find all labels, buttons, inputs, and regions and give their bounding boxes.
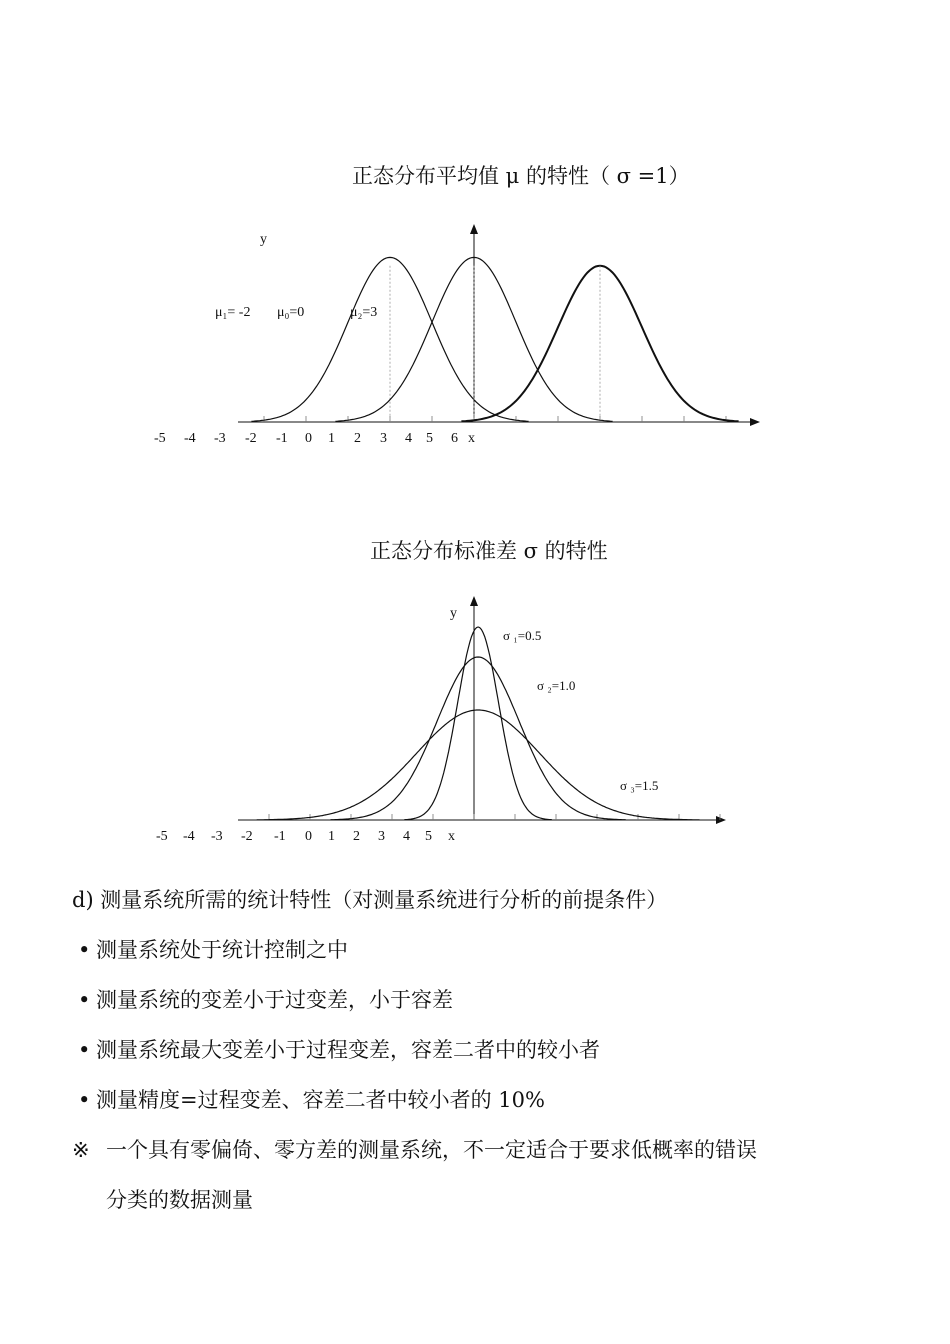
x-tick-label: -3 — [214, 431, 226, 446]
bullet-text: 测量精度=过程变差、容差二者中较小者的 10% — [96, 1088, 545, 1112]
x-tick-label: -5 — [154, 431, 166, 446]
x-tick-label: 4 — [403, 829, 410, 844]
series-label: σ ₂=1.0 — [537, 678, 576, 693]
x-axis-label: x — [448, 829, 455, 844]
x-axis-label: x — [468, 431, 475, 446]
chart2-svg — [0, 590, 950, 850]
x-tick-label: 0 — [305, 829, 312, 844]
reference-mark-icon: ※ — [72, 1138, 90, 1162]
chart1 — [0, 215, 950, 455]
y-axis-arrow-icon — [470, 596, 478, 606]
bullet-dot: • — [78, 988, 91, 1012]
bullet-dot: • — [78, 938, 91, 962]
chart2 — [0, 590, 950, 850]
bullet-item — [78, 984, 453, 1014]
series-curve — [331, 657, 626, 820]
series-label: μ₀=0 — [277, 305, 305, 320]
x-tick-label: -1 — [276, 431, 288, 446]
series-curve — [257, 710, 700, 820]
y-axis-label: y — [450, 606, 457, 621]
bullet-item — [78, 1034, 600, 1064]
x-tick-label: 3 — [378, 829, 385, 844]
chart1-svg — [0, 215, 950, 455]
x-tick-label: 5 — [425, 829, 432, 844]
x-axis-arrow-icon — [750, 418, 760, 426]
x-tick-label: 2 — [353, 829, 360, 844]
x-tick-label: -1 — [274, 829, 286, 844]
x-tick-label: 3 — [380, 431, 387, 446]
x-tick-label: -2 — [241, 829, 253, 844]
series-curve — [404, 627, 552, 820]
x-tick-label: -4 — [184, 431, 196, 446]
y-axis-label: y — [260, 232, 267, 247]
x-tick-label: 1 — [328, 431, 335, 446]
bullet-dot: • — [78, 1088, 91, 1112]
chart2-title: 正态分布标准差 σ 的特性 — [370, 539, 608, 563]
chart1-title: 正态分布平均值 μ 的特性（ σ =1） — [352, 164, 690, 188]
x-tick-label: -2 — [245, 431, 257, 446]
bullet-text: 测量系统最大变差小于过程变差，容差二者中的较小者 — [96, 1038, 600, 1062]
x-tick-label: -5 — [156, 829, 168, 844]
note-line-1: 一个具有零偏倚、零方差的测量系统，不一定适合于要求低概率的错误 — [106, 1138, 757, 1162]
x-tick-label: 6 — [451, 431, 458, 446]
bullet-item — [78, 1084, 545, 1114]
bullet-dot: • — [78, 1038, 91, 1062]
note — [72, 1134, 757, 1164]
x-tick-label: 5 — [426, 431, 433, 446]
series-label: σ ₃=1.5 — [620, 778, 659, 793]
x-tick-label: -4 — [183, 829, 195, 844]
x-tick-label: 0 — [305, 431, 312, 446]
bullet-text: 测量系统处于统计控制之中 — [96, 938, 348, 962]
series-label: σ ₁=0.5 — [503, 628, 542, 643]
bullet-item — [78, 934, 348, 964]
bullet-text: 测量系统的变差小于过变差，小于容差 — [96, 988, 453, 1012]
series-label: μ₂=3 — [350, 305, 378, 320]
x-tick-label: 4 — [405, 431, 412, 446]
x-tick-label: -3 — [211, 829, 223, 844]
y-axis-arrow-icon — [470, 224, 478, 234]
x-tick-label: 2 — [354, 431, 361, 446]
series-label: μ₁= -2 — [215, 305, 251, 320]
x-tick-label: 1 — [328, 829, 335, 844]
note-line-2: 分类的数据测量 — [106, 1188, 253, 1212]
x-axis-arrow-icon — [716, 816, 726, 824]
section-heading: d) 测量系统所需的统计特性（对测量系统进行分析的前提条件） — [72, 888, 668, 912]
